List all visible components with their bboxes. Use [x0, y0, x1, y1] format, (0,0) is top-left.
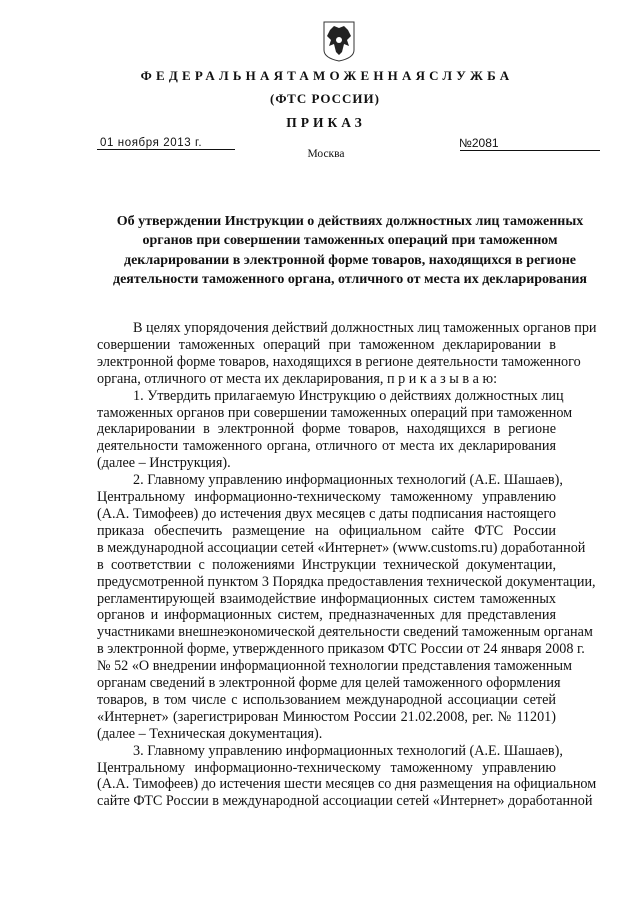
order-date: 01 ноября 2013 г. [97, 137, 235, 150]
body-line: декларировании в электронной форме товаров, находящихся в регионе [97, 421, 556, 438]
title-line: органов при совершении таможенных операций при таможенном [142, 233, 558, 249]
body-line: № 52 «О внедрении информационной технологии представления таможенным [97, 658, 573, 675]
body-line: в международной ассоциации сетей «Интернет» (www.customs.ru) доработанной [97, 539, 586, 556]
title-line: деятельности таможенного органа, отличного от места их декларирования [113, 271, 587, 287]
document-title [90, 212, 610, 289]
title-line: Об утверждении Инструкции о действиях должностных лиц таможенных [116, 214, 584, 229]
body-line: органов и информационных систем, предназначенных для представления [97, 607, 556, 624]
body-line: регламентирующей взаимодействие информационных систем таможенных [97, 590, 556, 607]
city: Москва [307, 148, 345, 160]
body-line: (далее – Инструкция). [97, 455, 231, 472]
order-number: №2081 [459, 136, 499, 150]
body-line: сайте ФТС России в международной ассоциации сетей «Интернет» доработанной [97, 793, 593, 810]
body-line: 3. Главному управлению информационных технологий (А.Е. Шашаев), [133, 742, 563, 759]
body-line: (далее – Техническая документация). [97, 725, 323, 742]
body-line: Центральному информационно-техническому таможенному управлению [97, 489, 556, 506]
body-line: совершении таможенных операций при таможенном декларировании в [97, 336, 556, 353]
body-line: В целях упорядочения действий должностных лиц таможенных органов при [133, 320, 597, 336]
body-line: в соответствии с положениями Инструкции технической документации, [97, 556, 556, 573]
body-line: Центральному информационно-техническому таможенному управлению [97, 759, 556, 776]
body-line: органам сведений в электронной форме для целей таможенного оформления [97, 675, 561, 692]
body-line: «Интернет» (зарегистрирован Минюстом России 21.02.2008, рег. № 11201) [97, 708, 556, 725]
agency-abbreviation: (ФТС РОССИИ) [270, 91, 380, 106]
body-line: участниками внешнеэкономической деятельности сведений таможенным органам [97, 624, 593, 641]
body-line: предусмотренной пунктом 3 Порядка предоставления технической документации, [97, 573, 596, 590]
title-line: декларировании в электронной форме товаров, находящихся в регионе [123, 252, 577, 268]
body-line: 2. Главному управлению информационных технологий (А.Е. Шашаев), [133, 472, 563, 489]
body-line: в электронной форме, утвержденного приказом ФТС России от 24 января 2008 г. [97, 641, 585, 658]
body-line: (А.А. Тимофеев) до истечения двух месяцев с даты подписания настоящего [97, 505, 556, 522]
body-line: таможенных органов при совершении таможенных операций при таможенном [97, 404, 573, 421]
agency-name: ФЕДЕРАЛЬНАЯТАМОЖЕННАЯСЛУЖБА [140, 68, 514, 83]
body-line: деятельности таможенного органа, отличного от места их декларирования [97, 438, 556, 455]
document-type: ПРИКАЗ [286, 115, 366, 130]
body-line: приказа обеспечить размещение на официальном сайте ФТС России [97, 522, 556, 539]
body-line: электронной форме товаров, находящихся в регионе деятельности таможенного [97, 353, 581, 370]
body-line: органа, отличного от места их декларирования, п р и к а з ы в а ю: [97, 370, 498, 387]
body-line: 1. Утвердить прилагаемую Инструкцию о действиях должностных лиц [133, 387, 564, 404]
body-line: товаров, в том числе с использованием международной ассоциации сетей [97, 691, 556, 708]
body-line: (А.А. Тимофеев) до истечения шести месяцев со дня размещения на официальном [97, 776, 597, 793]
coat-of-arms-icon [322, 20, 356, 62]
document-body [97, 320, 597, 810]
